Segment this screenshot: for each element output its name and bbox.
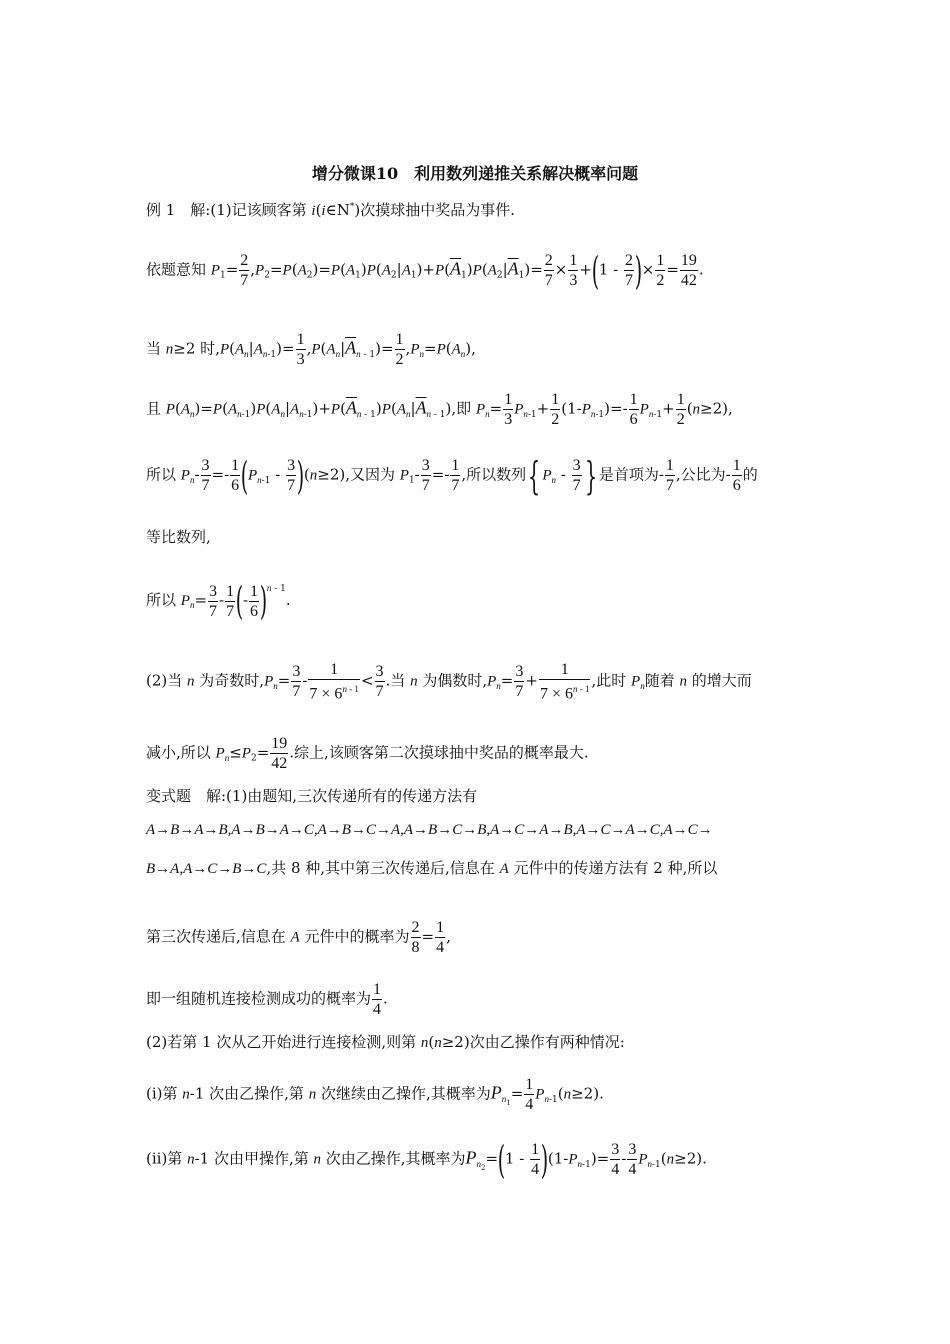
var-line-3-prefix: 第三次传递后,信息在 [146,927,291,946]
ex1-line-8-tail: 的增大而 [686,671,752,690]
var-line-3: 第三次传递后,信息在 A 元件中的概率为 $\frac{2}{8}$ = $\frac{1}{4}$ , [146,919,451,956]
ex1-line-7: 所以 $P_n=$ $\frac{3}{7}$ - $\frac{1}{7}$ (- $\frac{1}{6}$ )$^{n - 1}$. [146,579,291,623]
var-line-7-mid1: -1 次由甲操作,第 [194,1149,314,1168]
var-line-6-prefix: (i)第 [146,1084,183,1103]
ex1-line-5-mid1: ,又因为 [345,465,400,484]
ex1-line-5-mid2: ,所以数列 [461,465,527,484]
var-line-4: 即一组随机连接检测成功的概率为 $\frac{1}{4}$ . [146,981,388,1018]
ex1-line-4-prefix: 且 [146,399,166,418]
ex1-line-8-mid2: .当 [385,671,411,690]
ex1-line-2-prefix: 依题意知 [146,260,211,279]
ex1-line-4: 且 $P(A_n)=P(A_{n-1})P(A_n|A_{n-1})+P(\overline{A}_{n - 1})P(A_n|\overline{A}_{n - 1})$,即 $P_n=$ $\frac{1}{3}$ $P_{n-1}+$ $\frac{1}{2}$ $(1-P_{n-1})=-$ $\frac{1}{6}$ $P_{n-1}+$ $\frac{1}{2}$ (n≥2), [146,391,733,428]
ex1-line-9-prefix: 减小,所以 [146,743,216,762]
var-line-1: 变式题 解:(1)由题知,三次传递所有的传递方法有 [146,787,478,805]
ex1-line-5: 所以 $P_n-$ $\frac{3}{7}$ =- $\frac{1}{6}$ ($P_{n-1}$ - $\frac{3}{7}$ )(n≥2),又因为 $P_1-$ $\frac{3}{7}$ =- $\frac{1}{7}$ ,所以数列{ $P_n$ - $\frac{3}{7}$ } 是首项为- $\frac{1}{7}$ ,公比为- $\frac{1}{6}$ 的 [146,453,758,498]
var-line-3-mid: 元件中的概率为 [299,927,410,946]
ex1-line-8-mid5: 随着 [644,671,680,690]
var-line-7: (ii)第 n-1 次由甲操作,第 n 次由乙操作,其概率为$P_{n_2}=(1$ - $\frac{1}{4}$ )$(1-P_{n-1})=$ $\frac{3}{4}$ - $\frac{3}{4}$ $P_{n-1}(n\ge 2)$. [146,1137,707,1182]
ex1-line-1-tail: 次摸球抽中奖品为事件. [360,201,515,219]
ex1-line-8-mid4: ,此时 [591,671,632,690]
var-line-4-prefix: 即一组随机连接检测成功的概率为 [146,989,372,1008]
ex1-line-8: (2)当 n 为奇数时$,P_n=$ $\frac{3}{7}$ - $\frac{1}{7 \times 6^{n - 1}}$ < $\frac{3}{7}$ .当 n 为偶数时$,P_n=$ $\frac{3}{7}$ + $\frac{1}{7 \times 6^{n - 1}}$ ,此时 $P_n$随着 n 的增大而 [146,661,752,703]
var-line-6-mid2: 次继续由乙操作,其概率为 [316,1084,491,1103]
var-seq-2-tail-1: ,共 8 种,其中第三次传递后,信息在 [266,859,500,877]
ex1-line-4-mid: ,即 [451,399,476,418]
ex1-line-3-prefix: 当 [146,339,166,358]
var-seq-1: A→B→A→B,A→B→A→C,A→B→C→A,A→B→C→B,A→C→A→B,A→C→A→C,A→C→ [146,822,713,838]
ex1-line-5-mid4: ,公比为- [675,465,731,484]
ex1-line-5-mid3: 是首项为- [598,465,664,484]
ex1-line-5-tail: 的 [742,465,758,484]
ex1-line-3-mid: ≥2 时, [173,339,220,358]
ex1-line-5-prefix: 所以 [146,465,181,484]
page-title: 增分微课10 利用数列递推关系解决概率问题 [311,164,639,183]
ex1-line-8-prefix: (2)当 [146,671,188,690]
ex1-line-1: 例 1 解:(1)记该顾客第 i(i∈N*)次摸球抽中奖品为事件. [146,201,515,219]
var-line-5: (2)若第 1 次从乙开始进行连接检测,则第 n(n≥2)次由乙操作有两种情况: [146,1033,625,1051]
ex1-line-9: 减小,所以 $P_n\le P_2=$ $\frac{19}{42}$ .综上,该顾客第二次摸球抽中奖品的概率最大. [146,735,589,772]
var-seq-2: B→A,A→C→B→C,共 8 种,其中第三次传递后,信息在 A 元件中的传递方法有 2 种,所以 [146,859,718,877]
var-seq-2-tail-2: 元件中的传递方法有 2 种,所以 [508,859,718,877]
ex1-line-9-tail: .综上,该顾客第二次摸球抽中奖品的概率最大. [289,743,589,762]
ex1-line-3: 当 n≥2 时$,P(A_n|A_{n-1})=$ $\frac{1}{3}$ $,P(A_n|\overline{A}_{n - 1})=$ $\frac{1}{2}$ $,P_n=P(A_n)$, [146,331,476,368]
ex1-label: 例 1 解:(1)记该顾客第 [146,201,312,219]
var-line-7-prefix: (ii)第 [146,1149,188,1168]
var-line-6: (i)第 n-1 次由乙操作,第 n 次继续由乙操作,其概率为$P_{n_1}=$ $\frac{1}{4}$ $P_{n-1}(n\ge 2)$. [146,1076,604,1113]
ex1-line-8-mid1: 为奇数时, [194,671,265,690]
ex1-line-2: 依题意知 $P_1=$ $\frac{2}{7}$ $,P_2=P(A_2)=P(A_1)P(A_2|A_1)+P(\overline{A}_1)P(A_2|\overline{A}_1)=$ $\frac{2}{7}$ × $\frac{1}{3}$ +(1 - $\frac{2}{7}$ )× $\frac{1}{2}$ = $\frac{19}{42}$ . [146,248,704,293]
var-line-7-mid2: 次由乙操作,其概率为 [321,1149,466,1168]
var-seq-2-text: B→A,A→C→B→C [146,861,267,877]
ex1-line-6: 等比数列, [146,528,211,546]
var-line-5-prefix: (2)若第 1 次从乙开始进行连接检测,则第 [146,1033,421,1051]
ex1-line-7-prefix: 所以 [146,591,181,609]
ex1-line-8-mid3: 为偶数时, [417,671,488,690]
var-line-6-mid1: -1 次由乙操作,第 [189,1084,309,1103]
var-line-5-tail: 次由乙操作有两种情况: [469,1033,625,1051]
